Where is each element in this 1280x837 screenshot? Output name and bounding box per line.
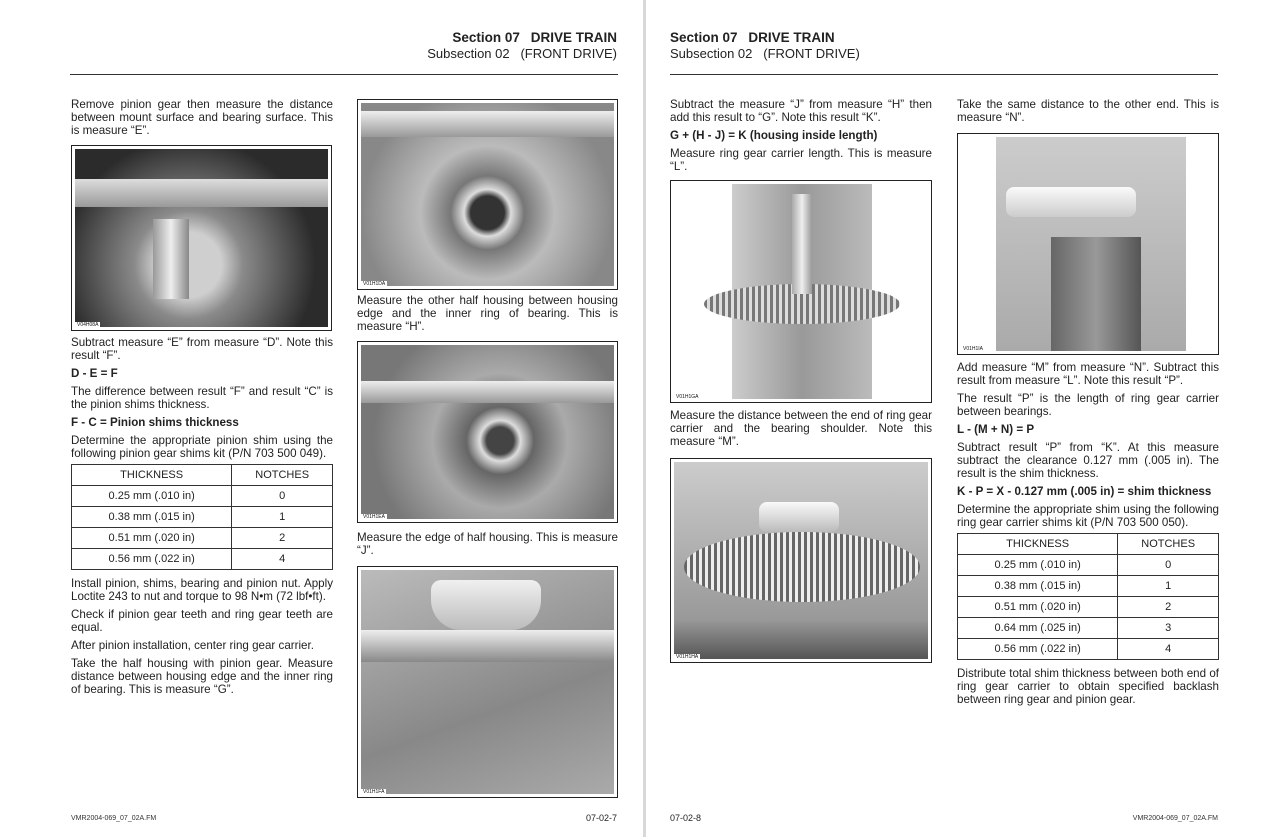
caption-block xyxy=(957,98,1219,129)
cell: 0.56 mm (.022 in) xyxy=(72,549,232,570)
section-title: DRIVE TRAIN xyxy=(748,30,835,45)
paragraph: Subtract the measure “J” from measure “H” then add this result to “G”. Note this result “K”. xyxy=(670,98,932,124)
cell: 1 xyxy=(1118,576,1219,597)
table-row xyxy=(958,576,1219,597)
photo-housing-measure-g xyxy=(357,99,618,290)
cell: 0.38 mm (.015 in) xyxy=(958,576,1118,597)
table-row xyxy=(72,486,333,507)
cell: 0 xyxy=(232,486,333,507)
cell: 0.25 mm (.010 in) xyxy=(72,486,232,507)
right-column-middle xyxy=(957,361,1219,534)
table-row xyxy=(72,507,333,528)
photo-label: V01H1HA xyxy=(676,654,699,660)
cell: 0 xyxy=(1118,555,1219,576)
subsection-title: (FRONT DRIVE) xyxy=(520,46,617,61)
page-number: 07-02-7 xyxy=(585,813,617,823)
page-header xyxy=(427,30,617,62)
header-rule xyxy=(670,74,1218,75)
paragraph: Measure the other half housing between housing edge and the inner ring of bearing. This is measure “H”. xyxy=(357,294,618,333)
photo-pinion-measure-e xyxy=(71,145,332,331)
paragraph: Subtract measure “E” from measure “D”. Note this result “F”. xyxy=(71,336,333,362)
paragraph: Install pinion, shims, bearing and pinion nut. Apply Loctite 243 to nut and torque to 98 N•m (72 lbf•ft). xyxy=(71,577,333,603)
paragraph: Determine the appropriate pinion shim using the following pinion gear shims kit (P/N 703 500 049). xyxy=(71,434,333,460)
table-row xyxy=(72,549,333,570)
table-row xyxy=(958,639,1219,660)
paragraph: Take the half housing with pinion gear. Measure distance between housing edge and the inner ring of bearing. This is measure “G”. xyxy=(71,657,333,696)
cell: 2 xyxy=(1118,597,1219,618)
photo-label: V01H1IA xyxy=(963,346,984,352)
photo-ring-gear-measure-n xyxy=(957,133,1219,355)
column-header: NOTCHES xyxy=(232,465,333,486)
paragraph: The result “P” is the length of ring gear carrier between bearings. xyxy=(957,392,1219,418)
cell: 4 xyxy=(232,549,333,570)
paragraph: Subtract result “P” from “K”. At this measure subtract the clearance 0.127 mm (.005 in). The result is the shim thickness. xyxy=(957,441,1219,480)
cell: 0.51 mm (.020 in) xyxy=(72,528,232,549)
photo-label: V01H1EA xyxy=(363,514,385,520)
right-column-top xyxy=(670,98,932,178)
footer-filename: VMR2004-069_07_02A.FM xyxy=(1132,815,1218,822)
formula: K - P = X - 0.127 mm (.005 in) = shim thickness xyxy=(957,485,1212,498)
formula: G + (H - J) = K (housing inside length) xyxy=(670,129,878,142)
cell: 0.38 mm (.015 in) xyxy=(72,507,232,528)
left-column-middle xyxy=(71,336,333,465)
section-number: Section 07 xyxy=(452,30,520,45)
caption-block xyxy=(357,531,618,562)
table-row xyxy=(72,528,333,549)
cell: 0.25 mm (.010 in) xyxy=(958,555,1118,576)
cell: 0.64 mm (.025 in) xyxy=(958,618,1118,639)
cell: 4 xyxy=(1118,639,1219,660)
formula: D - E = F xyxy=(71,367,118,380)
paragraph: Measure ring gear carrier length. This is measure “L”. xyxy=(670,147,932,173)
section-title: DRIVE TRAIN xyxy=(530,30,617,45)
paragraph: Remove pinion gear then measure the distance between mount surface and bearing surface. This is measure “E”. xyxy=(71,98,333,137)
column-header: THICKNESS xyxy=(72,465,232,486)
right-page xyxy=(646,0,1280,837)
footer-filename: VMR2004-069_07_02A.FM xyxy=(71,815,157,822)
photo-ring-gear-measure-m xyxy=(670,458,932,663)
paragraph: Measure the edge of half housing. This is measure “J”. xyxy=(357,531,618,557)
subsection-title: (FRONT DRIVE) xyxy=(763,46,860,61)
photo-label: V01H1DA xyxy=(363,281,386,287)
left-column-bottom xyxy=(71,577,333,701)
paragraph: Add measure “M” from measure “N”. Subtract this result from measure “L”. Note this result “P”. xyxy=(957,361,1219,387)
left-column-top xyxy=(71,98,333,142)
page-header xyxy=(670,30,860,62)
section-number: Section 07 xyxy=(670,30,738,45)
paragraph: Check if pinion gear teeth and ring gear teeth are equal. xyxy=(71,608,333,634)
cell: 0.51 mm (.020 in) xyxy=(958,597,1118,618)
cell: 0.56 mm (.022 in) xyxy=(958,639,1118,660)
paragraph: Take the same distance to the other end. This is measure “N”. xyxy=(957,98,1219,124)
paragraph: After pinion installation, center ring gear carrier. xyxy=(71,639,314,652)
page-number: 07-02-8 xyxy=(670,813,702,823)
paragraph: Determine the appropriate shim using the following ring gear carrier shims kit (P/N 703 500 050). xyxy=(957,503,1219,529)
cell: 1 xyxy=(232,507,333,528)
caption-block xyxy=(357,294,618,338)
subsection-number: Subsection 02 xyxy=(670,46,753,61)
photo-housing-measure-h xyxy=(357,341,618,523)
table-row xyxy=(958,555,1219,576)
photo-ring-gear-length xyxy=(670,180,932,403)
column-header: NOTCHES xyxy=(1118,534,1219,555)
column-header: THICKNESS xyxy=(958,534,1118,555)
ring-gear-shim-table xyxy=(957,533,1219,660)
caption-block xyxy=(670,409,932,453)
formula: L - (M + N) = P xyxy=(957,423,1035,436)
header-rule xyxy=(70,74,618,75)
paragraph: Distribute total shim thickness between both end of ring gear carrier to obtain specified backlash between ring gear and pinion gear. xyxy=(957,667,1219,706)
formula: F - C = Pinion shims thickness xyxy=(71,416,239,429)
subsection-number: Subsection 02 xyxy=(427,46,510,61)
table-row xyxy=(958,597,1219,618)
paragraph: The difference between result “F” and result “C” is the pinion shims thickness. xyxy=(71,385,333,411)
right-column-bottom xyxy=(957,667,1219,711)
table-row xyxy=(958,618,1219,639)
photo-label: V01H1GA xyxy=(676,394,699,400)
paragraph: Measure the distance between the end of ring gear carrier and the bearing shoulder. Note this measure “M”. xyxy=(670,409,932,448)
cell: 2 xyxy=(232,528,333,549)
cell: 3 xyxy=(1118,618,1219,639)
photo-housing-measure-j xyxy=(357,566,618,798)
photo-label: V04H08A xyxy=(77,322,99,328)
pinion-shim-table xyxy=(71,464,333,570)
photo-label: V01H1FA xyxy=(363,789,385,795)
